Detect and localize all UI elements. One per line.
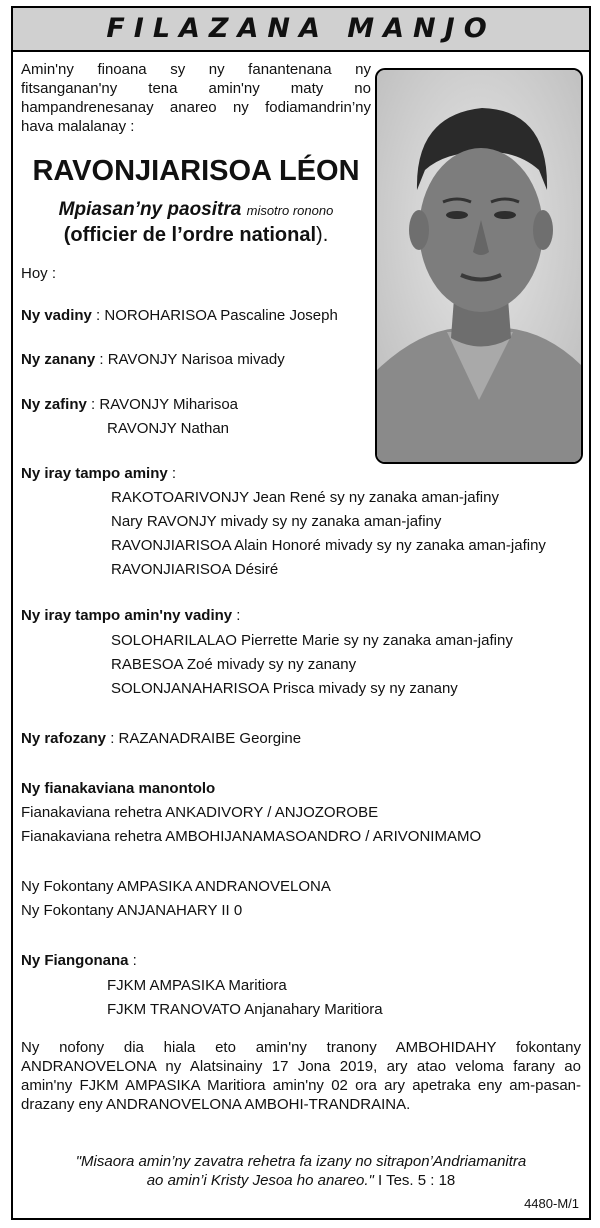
- rafozany-label: Ny rafozany: [21, 730, 107, 747]
- vadiny-label: Ny vadiny: [21, 307, 92, 324]
- tampo-vady-sep: :: [232, 607, 241, 624]
- list-item: RAVONJIARISOA Désiré: [111, 561, 279, 578]
- list-item: FJKM AMPASIKA Maritiora: [107, 977, 287, 994]
- tampo-label: Ny iray tampo aminy: [21, 465, 168, 482]
- deceased-photo: [375, 68, 583, 464]
- zanany-line: [21, 350, 285, 369]
- list-item: Fianakaviana rehetra AMBOHIJANAMASOANDRO / ARIVONIMAMO: [21, 828, 482, 845]
- deceased-name: RAVONJIARISOA LÉON: [32, 155, 360, 187]
- fianakaviana-label: Ny fianakaviana manontolo: [21, 780, 216, 797]
- list-item: RABESOA Zoé mivady sy ny zanany: [111, 656, 357, 673]
- distinction-open: (: [63, 224, 71, 246]
- deceased-distinction: [21, 222, 371, 248]
- header-title: FILAZANA MANJO: [106, 13, 496, 44]
- list-item: RAKOTOARIVONJY Jean René sy ny zanaka aman-jafiny: [111, 489, 499, 506]
- vadiny-line: [21, 306, 338, 325]
- list-item: SOLONJANAHARISOA Prisca mivady sy ny zanany: [111, 680, 458, 697]
- zanany-value: : RAVONJY Narisoa mivady: [95, 351, 285, 368]
- hoy-label: Hoy :: [21, 265, 57, 282]
- funeral-notice: Ny nofony dia hiala eto amin'ny tranony AMBOHIDAHY fokontany ANDRANOVELONA ny Alatsinainy 17 Jona 2019, ary atao veloma farany ao amin'ny FJKM AMPASIKA Maritiora amin'ny 02 ora ary apetraka eny am-pasan-drazany eny ANDRANOVELONA AMBOHI-TRANDRAINA.: [21, 1039, 581, 1113]
- tampo-vady-heading: [21, 606, 240, 625]
- quote-line-1: "Misaora amin’ny zavatra rehetra fa izany no sitrapon’Andriamanitra: [75, 1153, 527, 1170]
- role-main: Mpiasan’ny paositra: [58, 199, 242, 220]
- quote-text-2: ao amin’i Kristy Jesoa ho anareo.": [146, 1172, 374, 1189]
- rafozany-line: [21, 729, 301, 748]
- quote-reference: I Tes. 5 : 18: [378, 1172, 456, 1189]
- fiangonana-sep: :: [128, 952, 137, 969]
- list-item: Fianakaviana rehetra ANKADIVORY / ANJOZOROBE: [21, 804, 379, 821]
- quote-line-2: [21, 1171, 581, 1190]
- ad-reference: 4480-M/1: [524, 1196, 579, 1211]
- list-item: Ny Fokontany AMPASIKA ANDRANOVELONA: [21, 878, 331, 895]
- tampo-vady-label: Ny iray tampo amin'ny vadiny: [21, 607, 233, 624]
- intro-text: Amin'ny finoana sy ny fanantenana ny fitsanganan'ny tena amin'ny maty no hampandrenesanay anareo ny fodiamandrin’ny hava malalanay :: [21, 61, 371, 135]
- zafiny-value-2: RAVONJY Nathan: [107, 420, 229, 437]
- header-banner: [13, 8, 589, 52]
- portrait-image: [377, 70, 581, 462]
- list-item: Ny Fokontany ANJANAHARY II 0: [21, 902, 243, 919]
- distinction-text: officier de l’ordre national: [70, 224, 317, 246]
- deceased-role: [21, 198, 371, 223]
- obituary-notice: [11, 6, 591, 1220]
- zafiny-label: Ny zafiny: [21, 396, 87, 413]
- zafiny-line: [21, 395, 238, 414]
- fiangonana-heading: [21, 951, 137, 970]
- list-item: RAVONJIARISOA Alain Honoré mivady sy ny zanaka aman-jafiny: [111, 537, 546, 554]
- rafozany-value: : RAZANADRAIBE Georgine: [110, 730, 302, 747]
- role-note: misotro ronono: [246, 203, 334, 218]
- list-item: FJKM TRANOVATO Anjanahary Maritiora: [107, 1001, 383, 1018]
- zanany-label: Ny zanany: [21, 351, 96, 368]
- tampo-heading: [21, 464, 176, 483]
- list-item: SOLOHARILALAO Pierrette Marie sy ny zanaka aman-jafiny: [111, 632, 513, 649]
- distinction-close: ).: [316, 224, 329, 246]
- tampo-sep: :: [167, 465, 177, 482]
- bible-quote: [21, 1152, 581, 1190]
- fiangonana-label: Ny Fiangonana: [21, 952, 129, 969]
- vadiny-value: : NOROHARISOA Pascaline Joseph: [91, 307, 338, 324]
- list-item: Nary RAVONJY mivady sy ny zanaka aman-jafiny: [111, 513, 442, 530]
- zafiny-value-1: : RAVONJY Miharisoa: [86, 396, 239, 413]
